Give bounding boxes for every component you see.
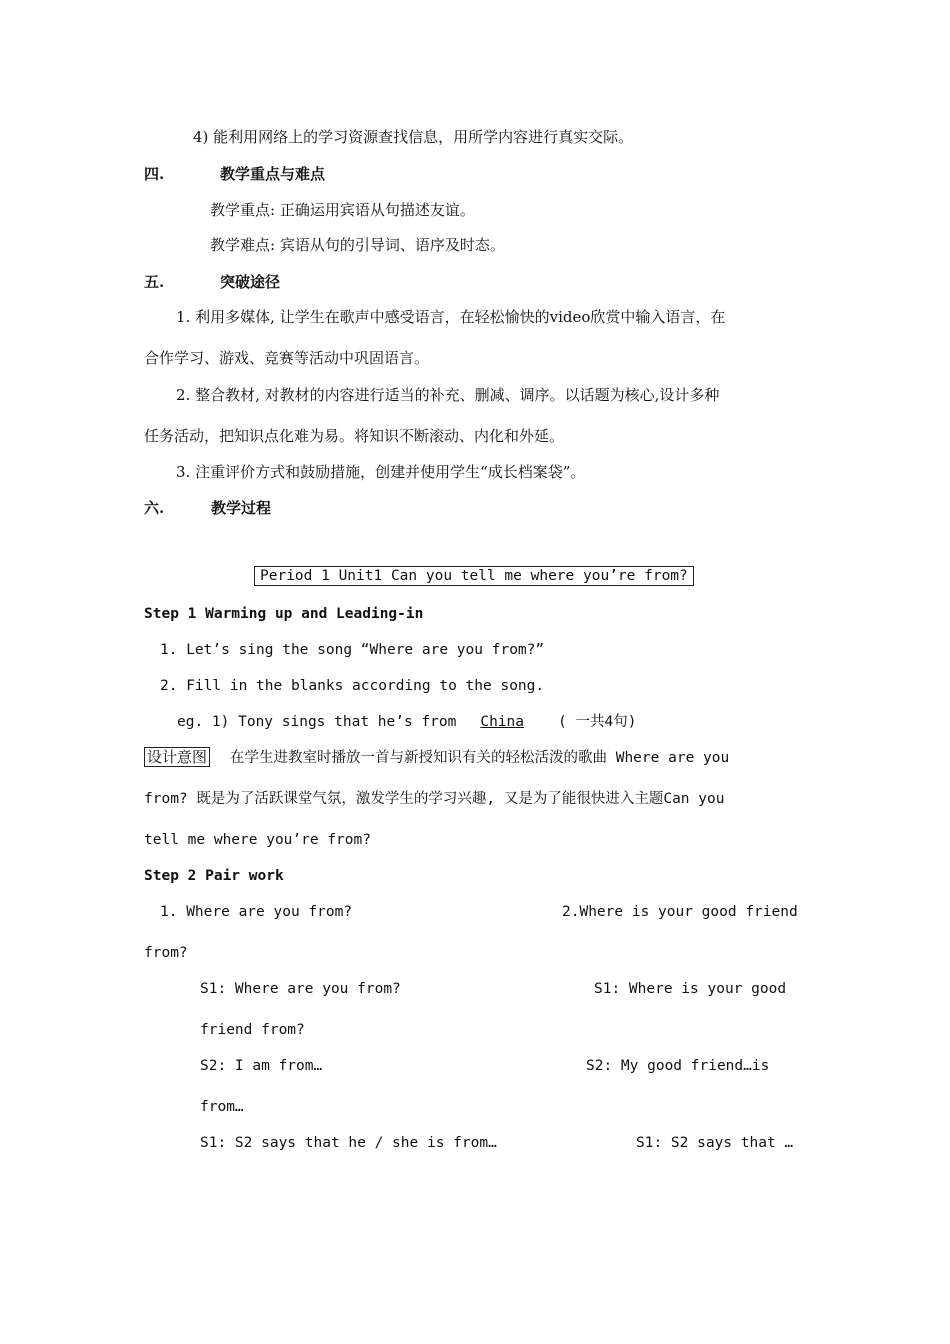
pair-question-1: 1. Where are you from? (160, 904, 353, 920)
dialogue-right-1-line-2: friend from? (200, 1022, 305, 1038)
dialogue-right-1-line-1: S1: Where is your good (594, 981, 787, 997)
pair-question-2-line-1: 2.Where is your good friend (562, 904, 798, 920)
dialogue-right-2-line-2: from… (200, 1099, 244, 1115)
example-prefix: eg. 1) Tony sings that he’s from (177, 714, 457, 730)
dialogue-right-2-line-1: S2: My good friend…is (586, 1058, 770, 1074)
step-1-heading: Step 1 Warming up and Leading-in (144, 606, 424, 622)
step-1-item-2: 2. Fill in the blanks according to the song. (160, 678, 545, 694)
period-title: Period 1 Unit1 Can you tell me where you’re from? (254, 566, 694, 586)
section-5-number: 五. (144, 273, 165, 291)
pair-question-2-line-2: from? (144, 945, 188, 961)
approach-2-line-1: 2. 整合教材, 对教材的内容进行适当的补充、删减、调序。以话题为核心,设计多种 (176, 386, 720, 404)
example-note: ( 一共4句) (558, 714, 637, 730)
design-intent-line-3: tell me where you’re from? (144, 832, 371, 848)
section-4-number: 四. (144, 165, 165, 183)
design-intent-label: 设计意图 (144, 747, 210, 767)
objective-item-4: 4) 能利用网络上的学习资源查找信息，用所学内容进行真实交际。 (193, 128, 634, 146)
step-2-heading: Step 2 Pair work (144, 868, 284, 884)
dialogue-left-2: S2: I am from… (200, 1058, 323, 1074)
section-4-heading: 教学重点与难点 (220, 165, 326, 183)
step-1-item-1: 1. Let’s sing the song “Where are you from?” (160, 642, 545, 658)
step-1-example (177, 712, 636, 732)
key-point-text: 教学重点: 正确运用宾语从句描述友谊。 (210, 201, 475, 219)
dialogue-left-3: S1: S2 says that he / she is from… (200, 1135, 497, 1151)
dialogue-left-1: S1: Where are you from? (200, 981, 401, 997)
approach-1-line-2: 合作学习、游戏、竞赛等活动中巩固语言。 (144, 349, 430, 367)
example-answer: China (480, 714, 525, 730)
section-6-heading: 教学过程 (211, 499, 272, 517)
section-5-heading: 突破途径 (220, 273, 281, 291)
difficulty-text: 教学难点: 宾语从句的引导词、语序及时态。 (210, 236, 505, 254)
design-intent-line-1: 在学生进教室时播放一首与新授知识有关的轻松活泼的歌曲 Where are you (230, 750, 730, 766)
approach-3: 3. 注重评价方式和鼓励措施，创建并使用学生“成长档案袋”。 (176, 463, 586, 481)
design-intent-line-2: from? 既是为了活跃课堂气氛，激发学生的学习兴趣, 又是为了能很快进入主题Can you (144, 791, 725, 807)
approach-1-line-1: 1. 利用多媒体, 让学生在歌声中感受语言，在轻松愉快的video欣赏中输入语言，在 (176, 308, 726, 326)
section-6-number: 六. (144, 499, 165, 517)
dialogue-right-3: S1: S2 says that … (636, 1135, 794, 1151)
approach-2-line-2: 任务活动，把知识点化难为易。将知识不断滚动、内化和外延。 (144, 427, 565, 445)
